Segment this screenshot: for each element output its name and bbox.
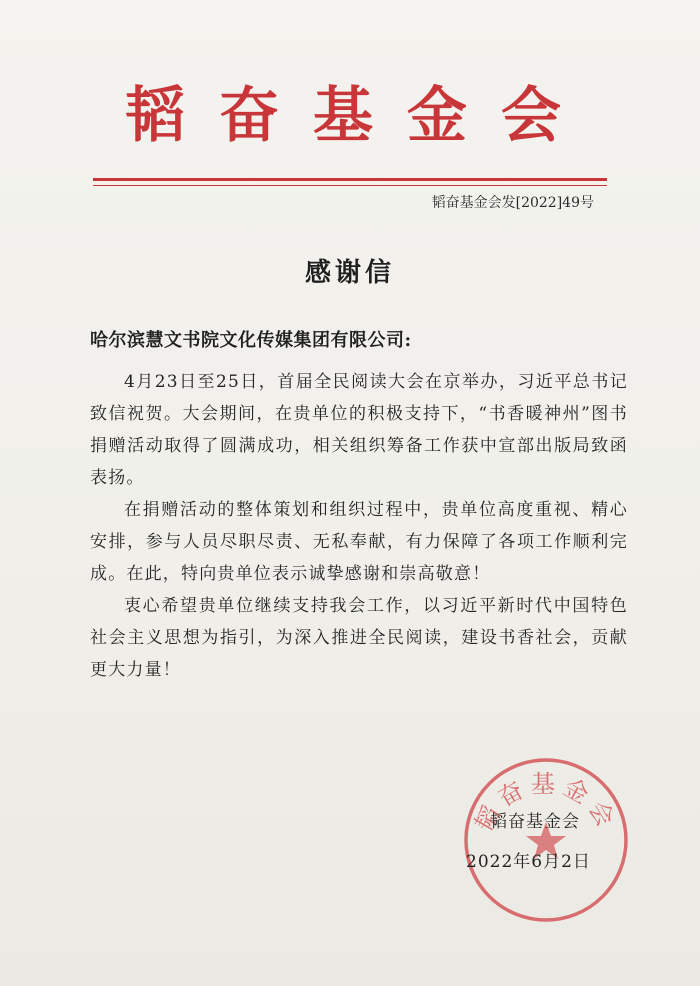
official-seal-stamp <box>458 752 634 928</box>
signature-date: 2022年6月2日 <box>466 852 591 872</box>
letterhead-rule-thick <box>93 178 607 181</box>
body-paragraph-3: 衷心希望贵单位继续支持我会工作，以习近平新时代中国特色社会主义思想为指引，为深入推进全民阅读，建设书香社会，贡献更大力量！ <box>90 596 628 680</box>
recipient-line: 哈尔滨慧文书院文化传媒集团有限公司: <box>90 330 412 351</box>
seal-text: 韬奋基金会 <box>469 770 623 837</box>
letterhead-rule-thin <box>93 185 607 186</box>
document-number: 韬奋基金会发[2022]49号 <box>431 195 594 211</box>
body-paragraph-1: 4月23日至25日，首届全民阅读大会在京举办，习近平总书记致信祝贺。大会期间，在贵单位的积极支持下，“书香暖神州”图书捐赠活动取得了圆满成功，相关组织筹备工作获中宣部出版局致函表扬。 <box>90 372 628 488</box>
letter-title: 感谢信 <box>304 258 395 288</box>
letter-body <box>90 366 628 686</box>
body-paragraph-2: 在捐赠活动的整体策划和组织过程中，贵单位高度重视、精心安排，参与人员尽职尽责、无私奉献，有力保障了各项工作顺利完成。在此，特向贵单位表示诚挚感谢和崇高敬意！ <box>90 500 628 584</box>
signature-organization: 韬奋基金会 <box>490 812 580 832</box>
letterhead-title: 韬奋基金会 <box>125 81 595 151</box>
